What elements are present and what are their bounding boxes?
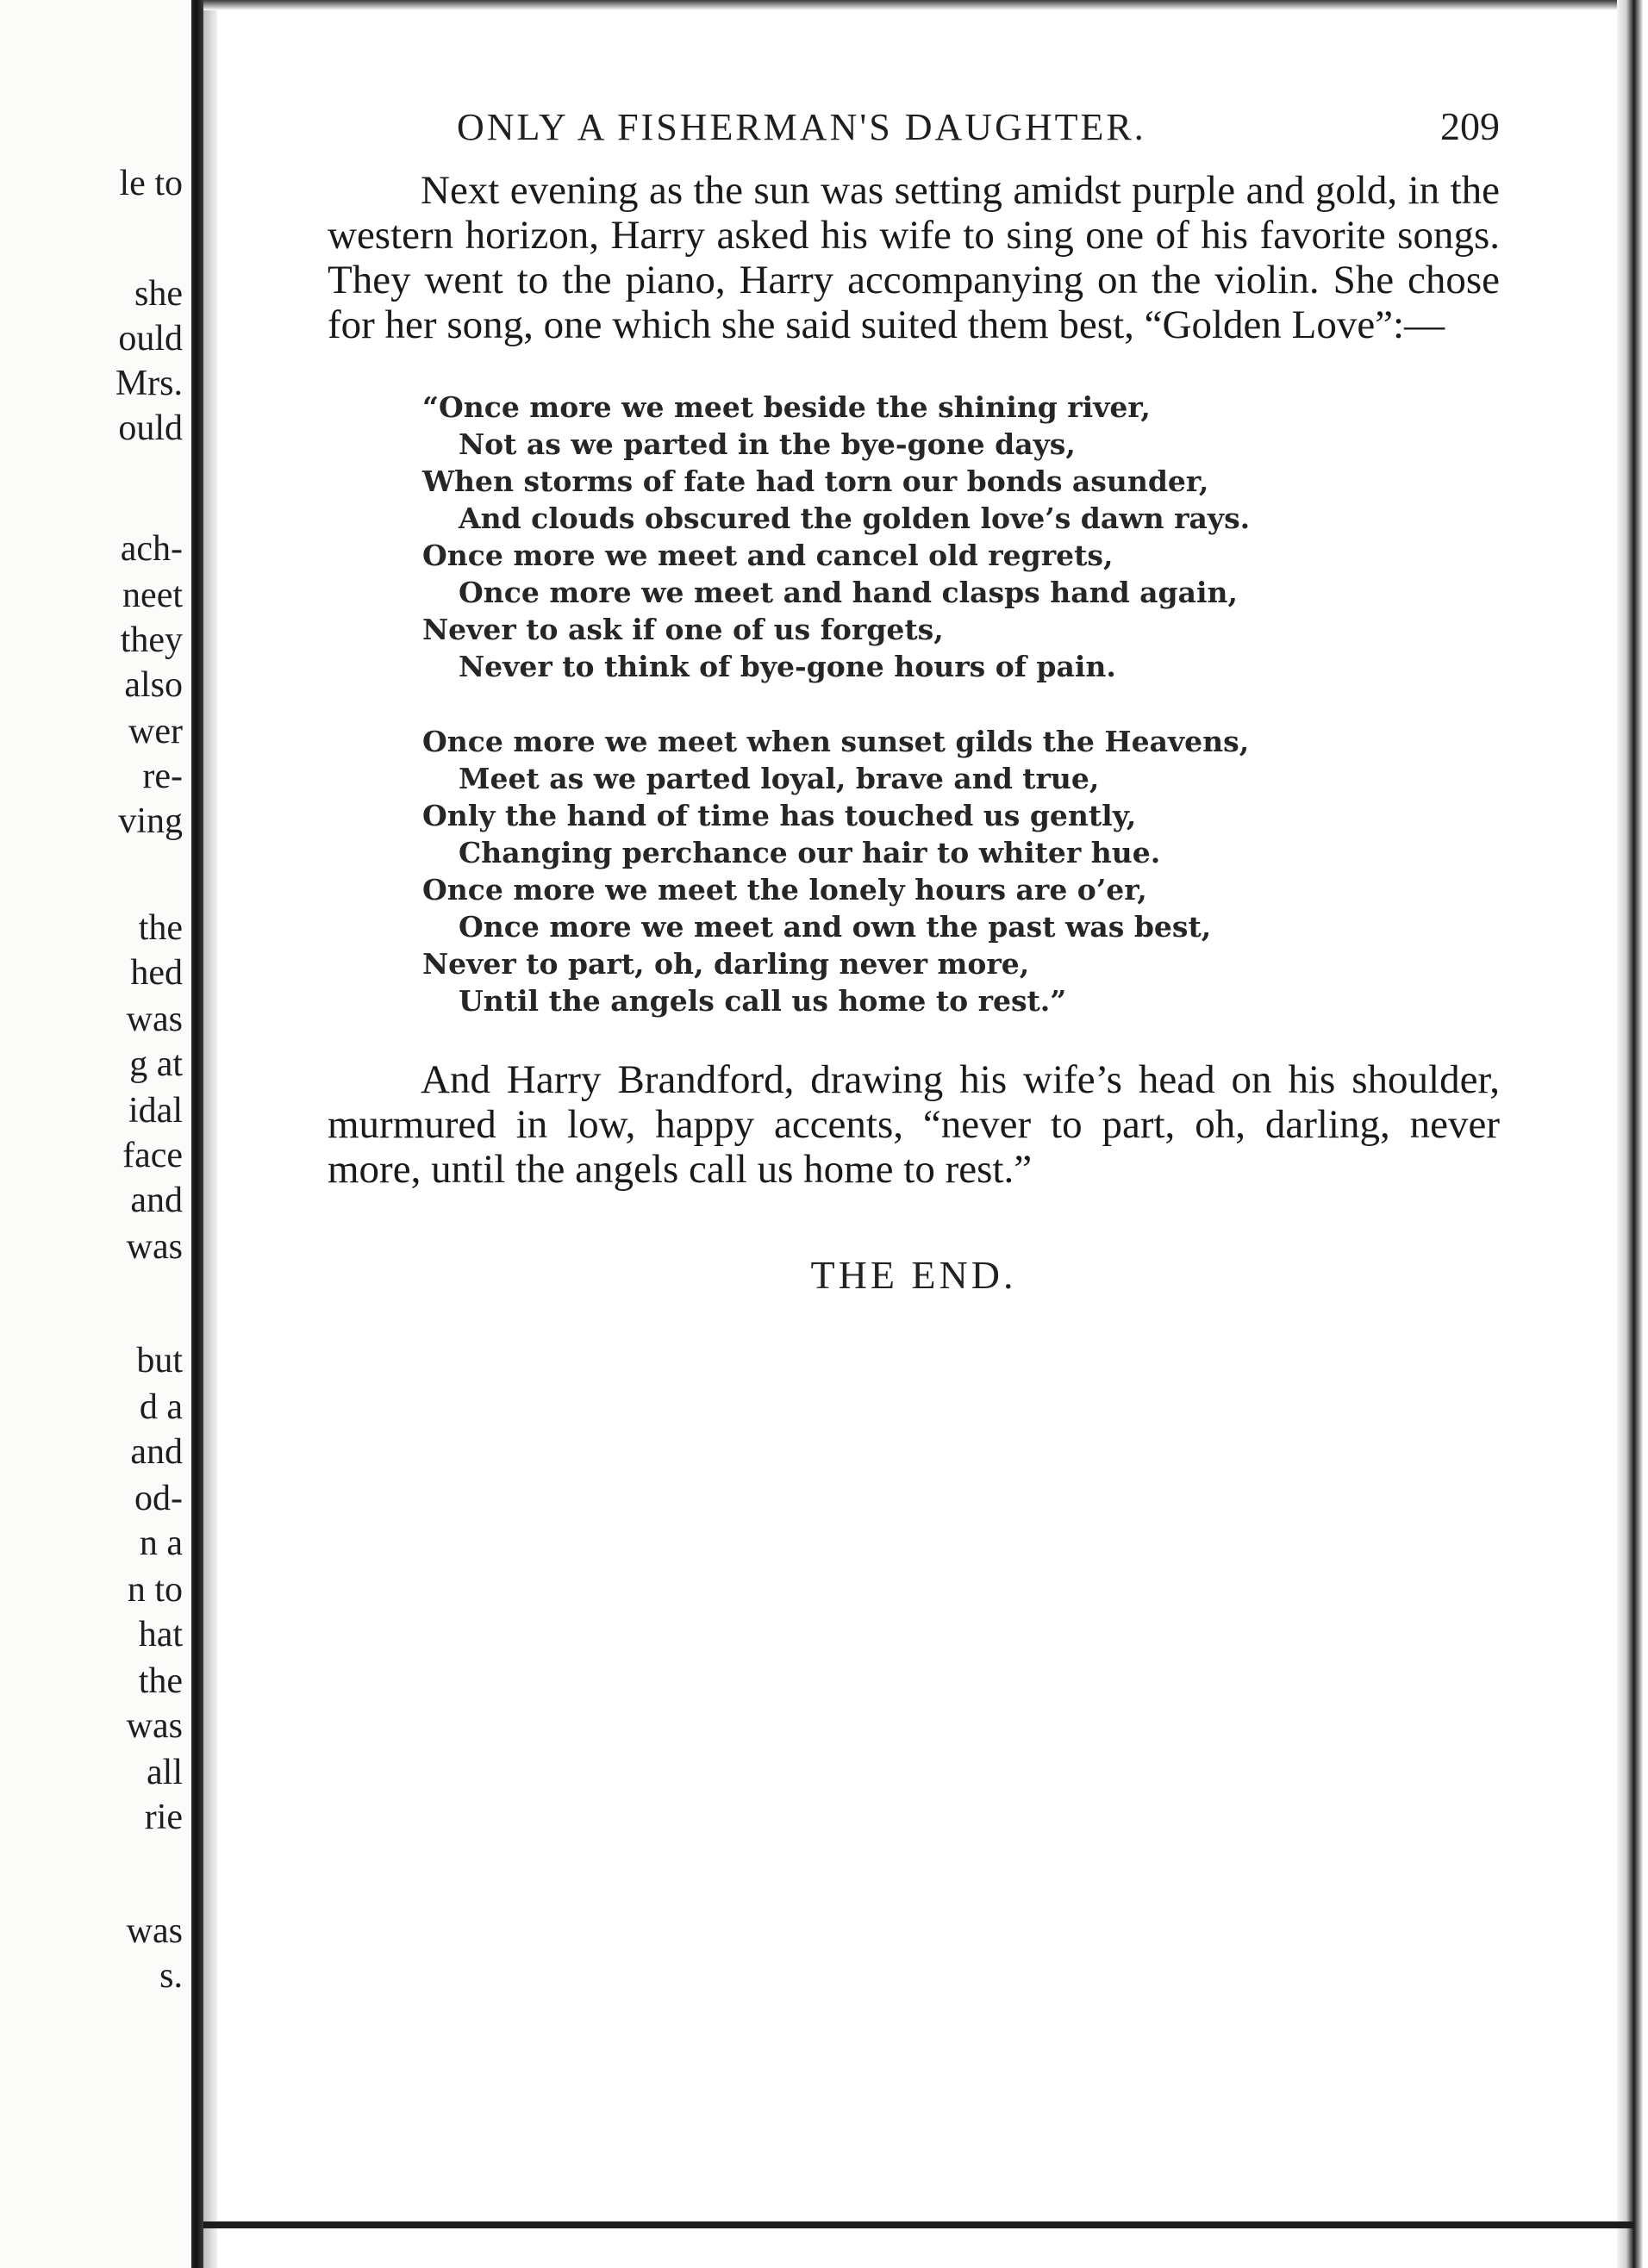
left-page-line: g at [129,1044,183,1084]
book-gutter-shadow [191,0,203,2268]
left-page-line: was [126,1000,183,1039]
left-page-line: idal [128,1091,183,1131]
left-page-line: they [120,620,183,660]
left-page-line: d a [139,1387,183,1427]
book-page [328,103,1500,1298]
left-page-line: face [122,1136,183,1175]
poem-line: Once more we meet and hand clasps hand again, [459,576,1239,609]
left-page-line: the [138,1661,183,1701]
poem-line: “Once more we meet beside the shining river, [422,390,1151,424]
left-page-line: also [124,665,183,705]
left-page-line: rie [144,1798,183,1837]
intro-paragraph: Next evening as the sun was setting amidst purple and gold, in the western horizon, Harry asked his wife to sing one of his favorite songs. They went to the piano, Harry accompanying on the violin. She chose for her song, one which she said suited them best, “Golden Love”:— [328,168,1500,347]
book-gutter-edge [203,0,217,2268]
page-number: 209 [1440,104,1500,148]
left-page-line: was [126,1227,183,1267]
left-page-line: od- [134,1479,183,1518]
poem-line: When storms of fate had torn our bonds asunder, [422,464,1209,498]
poem-stanza [422,723,1500,1019]
left-page-line: re- [142,757,183,796]
poem-line: Once more we meet the lonely hours are o’er, [422,873,1147,907]
left-page-line: was [126,1911,183,1951]
left-page-line: ould [118,319,183,358]
left-page-line: hed [130,953,183,993]
left-page-line: hat [138,1615,183,1654]
left-page-line: and [130,1432,183,1472]
poem-line: Until the angels call us home to rest.” [459,984,1067,1018]
scan-top-edge [203,0,1634,10]
poem-golden-love [422,389,1500,1019]
poem-line: Never to think of bye-gone hours of pain. [459,650,1116,683]
poem-line: Only the hand of time has touched us gently, [422,799,1137,832]
left-page-line: the [138,908,183,948]
left-page-line: was [126,1706,183,1746]
poem-line: Not as we parted in the bye-gone days, [459,427,1076,461]
left-page-line: n a [139,1523,183,1563]
left-page-line: neet [122,576,183,615]
poem-line: Once more we meet when sunset gilds the Heavens, [422,725,1250,758]
left-page-line: le to [119,164,183,203]
left-page-line: she [134,274,183,314]
left-page-line: n to [127,1570,183,1610]
running-title: ONLY A FISHERMAN'S DAUGHTER. [457,106,1146,148]
poem-stanza [422,389,1500,685]
poem-line: Changing perchance our hair to whiter hue. [459,836,1161,869]
poem-line: Once more we meet and cancel old regrets, [422,539,1114,572]
left-page-line: but [136,1341,183,1380]
scan-right-edge [1617,0,1648,2268]
left-facing-page [0,0,191,2268]
left-page-line: all [147,1753,183,1792]
left-page-line: ving [118,801,183,841]
closing-paragraph: And Harry Brandford, drawing his wife’s head on his shoulder, murmured in low, happy accents, “never to part, oh, darling, never more, until the angels call us home to rest.” [328,1057,1500,1192]
scan-bottom-edge [203,2221,1634,2228]
left-page-line: s. [159,1956,183,1996]
poem-line: Never to ask if one of us forgets, [422,613,944,646]
poem-line: And clouds obscured the golden love’s dawn rays. [459,502,1251,535]
left-page-line: wer [128,712,183,751]
poem-line: Once more we meet and own the past was best, [459,910,1212,944]
running-header [457,103,1500,149]
left-page-line: Mrs. [115,364,183,403]
left-page-line: and [130,1181,183,1220]
poem-line: Never to part, oh, darling never more, [422,947,1030,981]
left-page-line: ach- [120,529,183,569]
the-end-heading: THE END. [810,1253,1017,1297]
poem-line: Meet as we parted loyal, brave and true, [459,762,1100,795]
left-page-line: ould [118,408,183,448]
